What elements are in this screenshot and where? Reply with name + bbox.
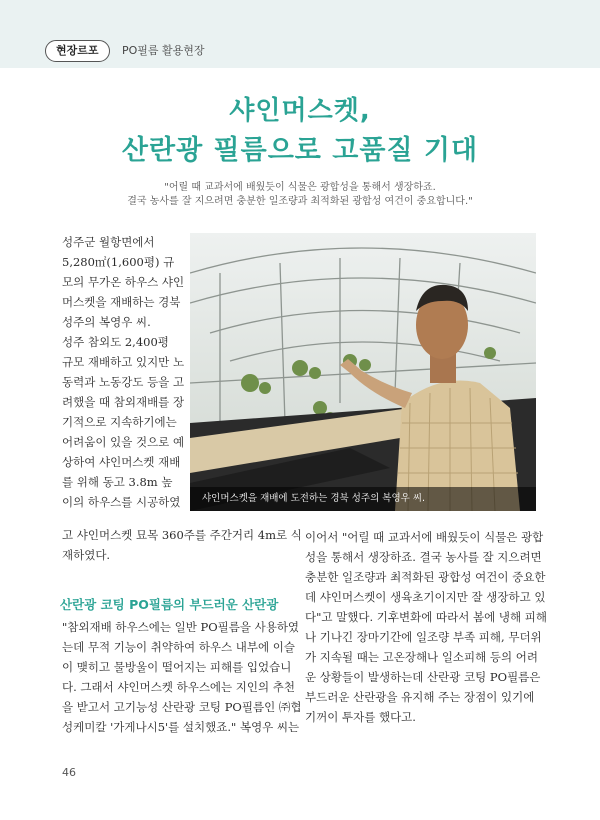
intro-line: 5,280㎡(1,600평) 규 xyxy=(62,255,175,269)
right-column xyxy=(305,527,547,727)
section-badge: 현장르포 xyxy=(45,40,110,62)
intro-line: 를 위해 동고 3.8m 높 xyxy=(62,475,173,489)
intro-line: 고 샤인머스켓 묘목 360주를 주간거리 4m로 식 xyxy=(62,528,302,542)
right-line: 가 지속될 때는 고온장해나 일소피해 등의 어려 xyxy=(305,650,539,664)
greenhouse-illustration xyxy=(190,233,536,511)
intro-line: 상하여 샤인머스켓 재배 xyxy=(62,455,181,469)
left-line: "참외재배 하우스에는 일반 PO필름을 사용하였 xyxy=(62,620,300,634)
left-line: 이 맺히고 물방울이 떨어지는 피해를 입었습니 xyxy=(62,660,292,674)
left-line: 다. 그래서 샤인머스켓 하우스에는 지인의 추천 xyxy=(62,680,296,694)
intro-column xyxy=(62,232,184,512)
intro-line: 재하였다. xyxy=(62,548,111,562)
lead-quote-line-2: 결국 농사를 잘 지으려면 충분한 일조량과 최적화된 광합성 여건이 중요합니다." xyxy=(127,196,473,207)
photo-caption: 샤인머스켓을 재배에 도전하는 경북 성주의 복영우 씨. xyxy=(190,487,536,511)
intro-line: 려했을 때 참외재배를 장 xyxy=(62,395,185,409)
left-line: 을 받고서 고기능성 산란광 코팅 PO필름인 ㈜협 xyxy=(62,700,302,714)
right-line: 기꺼이 투자를 했다고. xyxy=(305,710,416,724)
lead-quote-line-1: "어릴 때 교과서에 배웠듯이 식물은 광합성을 통해서 생장하죠. xyxy=(164,182,436,193)
subheading: 산란광 코팅 PO필름의 부드러운 산란광 xyxy=(60,597,279,612)
right-line: 부드러운 산란광을 유지해 주는 장점이 있기에 xyxy=(305,690,535,704)
farmer-photo xyxy=(190,233,536,511)
left-line: 성케미칼 '가게나시5'를 설치했죠." 복영우 씨는 xyxy=(62,720,300,734)
intro-line: 어려움이 있을 것으로 예 xyxy=(62,435,185,449)
intro-continuation xyxy=(62,525,302,565)
intro-line: 머스켓을 재배하는 경북 xyxy=(62,295,181,309)
left-line: 는데 무적 기능이 취약하여 하우스 내부에 이슬 xyxy=(62,640,296,654)
right-line: 성을 통해서 생장하죠. 결국 농사를 잘 지으려면 xyxy=(305,550,542,564)
intro-line: 동력과 노동강도 등을 고 xyxy=(62,375,185,389)
intro-line: 기적으로 지속하기에는 xyxy=(62,415,177,429)
intro-line: 성주의 복영우 씨. xyxy=(62,315,151,329)
right-line: 충분한 일조량과 최적화된 광합성 여건이 중요한 xyxy=(305,570,546,584)
right-line: 이어서 "어릴 때 교과서에 배웠듯이 식물은 광합 xyxy=(305,530,544,544)
left-column xyxy=(62,617,301,737)
page-number: 46 xyxy=(62,766,76,779)
intro-line: 모의 무가온 하우스 샤인 xyxy=(62,275,185,289)
intro-line: 성주군 월항면에서 xyxy=(62,235,155,249)
intro-line: 규모 재배하고 있지만 노 xyxy=(62,355,185,369)
right-line: 다"고 말했다. 기후변화에 따라서 봄에 냉해 피해 xyxy=(305,610,547,624)
title-line-2: 산란광 필름으로 고품질 기대 xyxy=(121,135,479,166)
title-line-1: 샤인머스켓, xyxy=(229,96,371,126)
right-line: 나 기나긴 장마기간에 일조량 부족 피해, 무더위 xyxy=(305,630,542,644)
right-line: 운 상황들이 발생하는데 산란광 코팅 PO필름은 xyxy=(305,670,541,684)
intro-line: 성주 참외도 2,400평 xyxy=(62,335,169,349)
intro-line: 이의 하우스를 시공하였 xyxy=(62,495,181,509)
section-name: PO필름 활용현장 xyxy=(122,44,205,57)
right-line: 데 샤인머스켓이 생육초기이지만 잘 생장하고 있 xyxy=(305,590,546,604)
